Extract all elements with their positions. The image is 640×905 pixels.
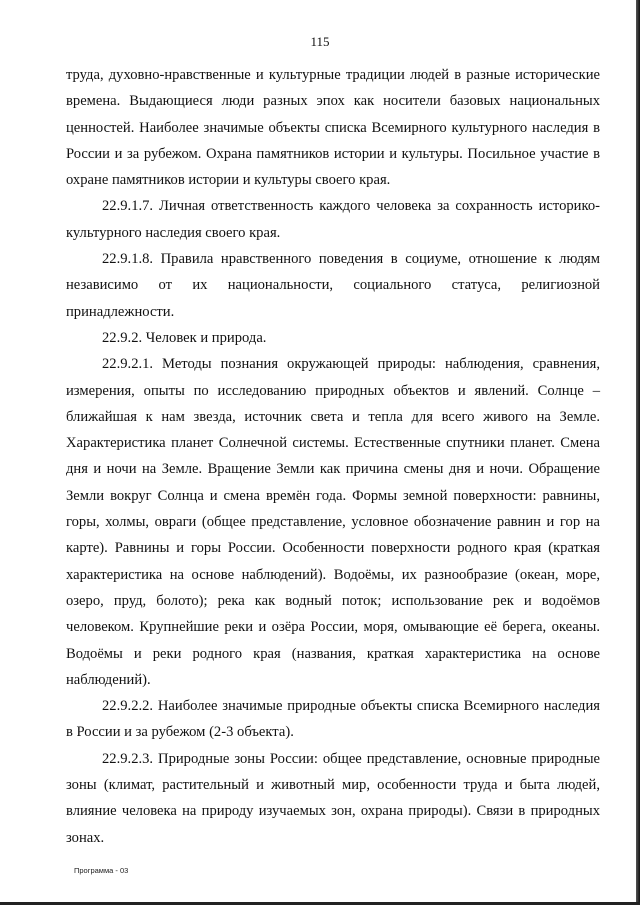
paragraph-9-2-2: 22.9.2.2. Наиболее значимые природные объекты списка Всемирного наследия в России и за рубежом (2-3 объекта).: [66, 698, 600, 741]
paragraph-9-2-1: 22.9.2.1. Методы познания окружающей природы: наблюдения, сравнения, измерения, опыты по исследованию природных объектов и явлений. Солнце – ближайшая к нам звезда, источник света и тепла для всего живого на Земле. Характеристика планет Солнечной системы. Естественные спутники планет. Смена дня и ночи на Земле. Вращение Земли как причина смены дня и ночи. Обращение Земли вокруг Солнца и смена времён года. Формы земной поверхности: равнины, горы, холмы, овраги (общее представление, условное обозначение равнин и гор на карте). Равнины и горы России. Особенности поверхности родного края (краткая характеристика на основе наблюдений). Водоёмы, их разнообразие (океан, море, озеро, пруд, болото); река как водный поток; использование рек и водоёмов человеком. Крупнейшие реки и озёра России, моря, омывающие её берега, океаны. Водоёмы и реки родного края (названия, краткая характеристика на основе наблюдений).: [66, 356, 600, 688]
paragraph-9-1-8: 22.9.1.8. Правила нравственного поведения в социуме, отношение к людям независимо от их национальности, социального статуса, религиозной принадлежности.: [66, 251, 600, 320]
paragraph-9-2-3: 22.9.2.3. Природные зоны России: общее представление, основные природные зоны (климат, растительный и животный мир, особенности труда и быта людей, влияние человека на природу изучаемых зон, охрана природы). Связи в природных зонах.: [66, 750, 600, 846]
document-body: [66, 62, 600, 851]
page-number: 115: [310, 34, 330, 49]
footer-program-label: Программа - 03: [74, 866, 129, 875]
paragraph-heritage-traditions: труда, духовно-нравственные и культурные традиции людей в разные исторические времена. Выдающиеся люди разных эпох как носители базовых национальных ценностей. Наиболее значимые объекты списка Всемирного культурного наследия в России и за рубежом. Охрана памятников истории и культуры. Посильное участие в охране памятников истории и культуры своего края.: [66, 67, 600, 189]
scan-edge-right: [636, 0, 640, 905]
paragraph-9-1-7: 22.9.1.7. Личная ответственность каждого человека за сохранность историко-культурного наследия своего края.: [66, 198, 600, 241]
section-heading-9-2: 22.9.2. Человек и природа.: [102, 329, 267, 346]
